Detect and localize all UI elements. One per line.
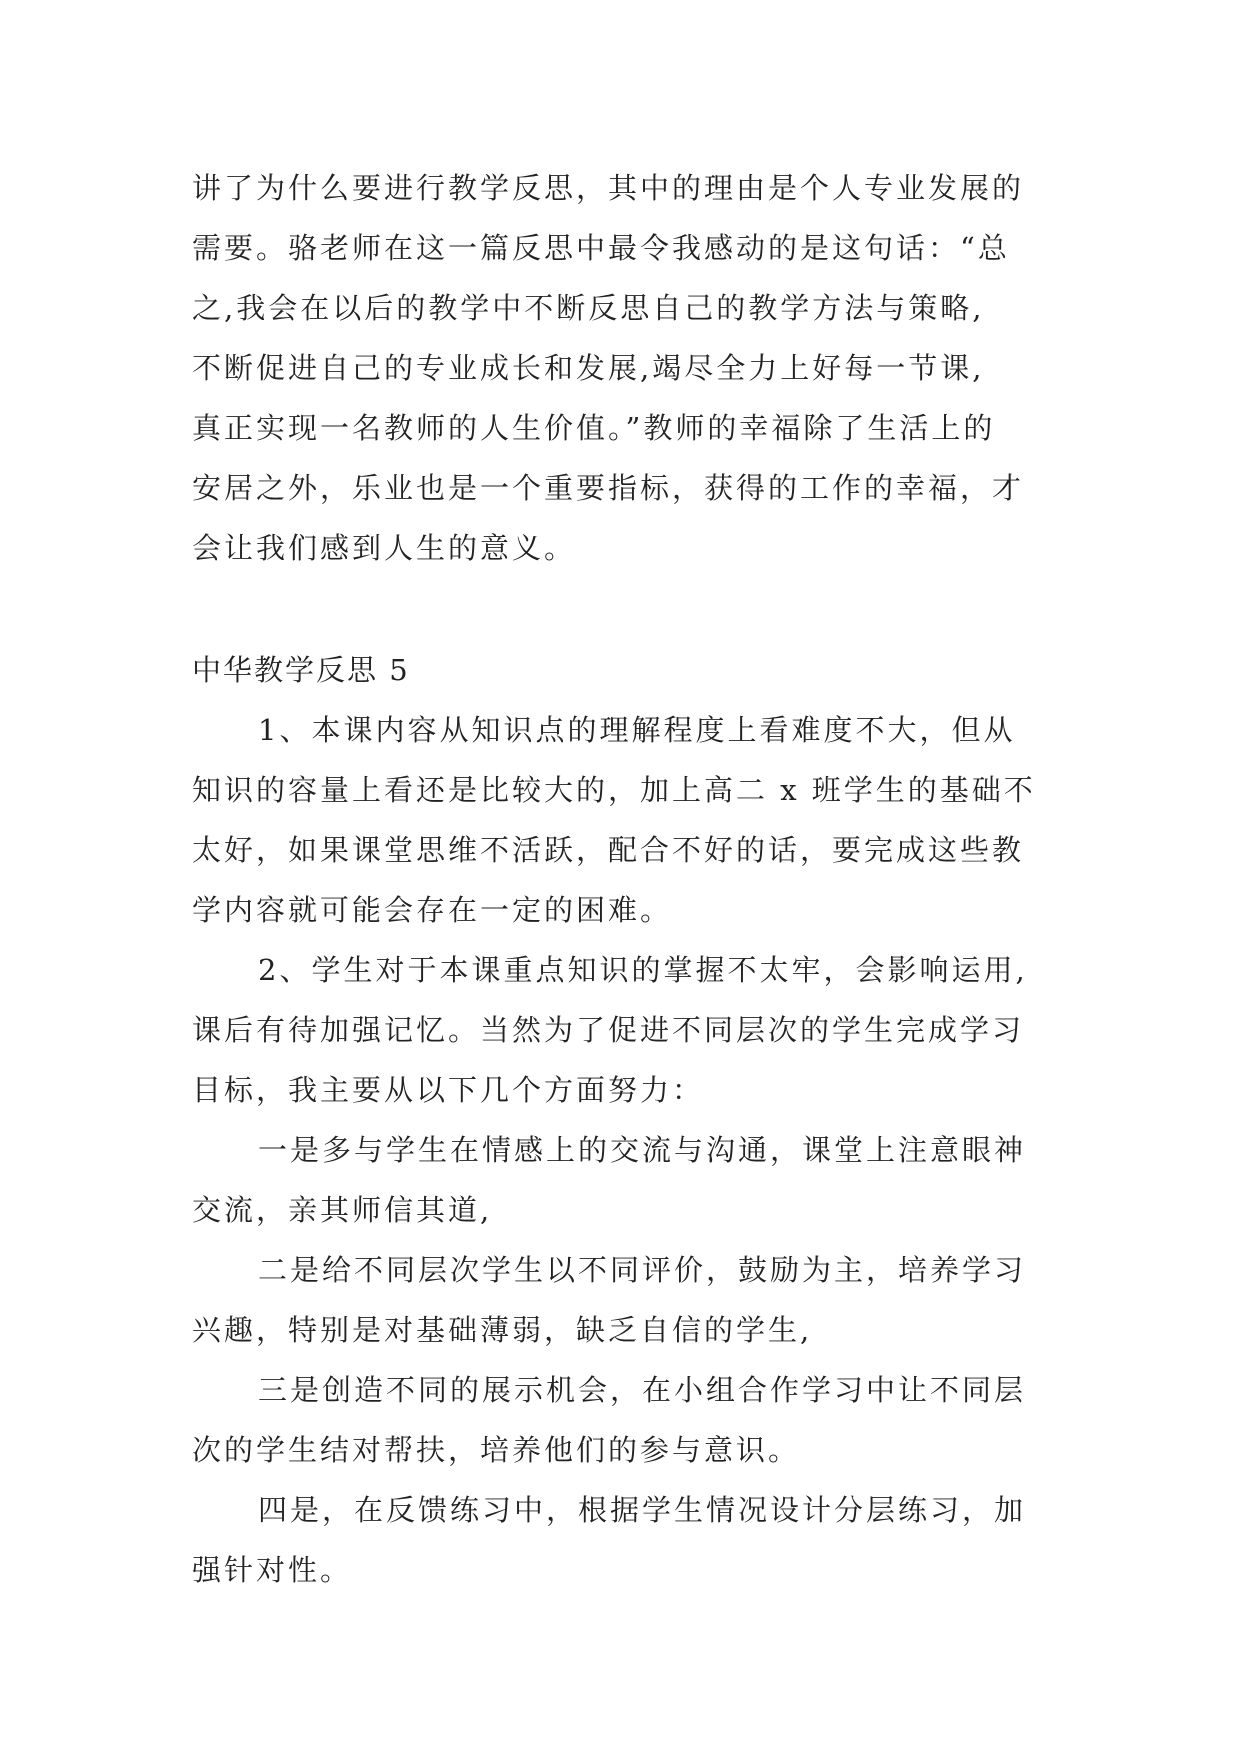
text-line: 强针对性。 xyxy=(192,1553,353,1587)
text-line: 讲了为什么要进行教学反思，其中的理由是个人专业发展的 xyxy=(192,171,1025,205)
document-body xyxy=(192,158,1058,1600)
text-line: 太好，如果课堂思维不活跃，配合不好的话，要完成这些教 xyxy=(192,833,1025,867)
text-line: 目标，我主要从以下几个方面努力： xyxy=(192,1073,705,1107)
text-line: 二是给不同层次学生以不同评价，鼓励为主，培养学习 xyxy=(258,1253,1027,1287)
text-line: 安居之外，乐业也是一个重要指标，获得的工作的幸福，才 xyxy=(192,471,1025,505)
text-line: 四是，在反馈练习中，根据学生情况设计分层练习，加 xyxy=(258,1493,1027,1527)
text-line: 不断促进自己的专业成长和发展,竭尽全力上好每一节课, xyxy=(192,351,985,385)
section-title: 中华教学反思 5 xyxy=(192,653,410,687)
text-line: 真正实现一名教师的人生价值。”教师的幸福除了生活上的 xyxy=(192,411,996,445)
text-line: 需要。骆老师在这一篇反思中最令我感动的是这句话：“总 xyxy=(192,231,1010,265)
paragraph-measure-1 xyxy=(192,1120,1058,1240)
text-line: 2、学生对于本课重点知识的掌握不太牢，会影响运用, xyxy=(258,953,1028,987)
text-line: 之,我会在以后的教学中不断反思自己的教学方法与策略, xyxy=(192,291,985,325)
paragraph-measure-3 xyxy=(192,1360,1058,1480)
text-line: 知识的容量上看还是比较大的，加上高二 x 班学生的基础不 xyxy=(192,773,1036,807)
text-line: 1、本课内容从知识点的理解程度上看难度不大，但从 xyxy=(258,713,1016,747)
text-line: 交流，亲其师信其道, xyxy=(192,1193,493,1227)
text-line: 课后有待加强记忆。当然为了促进不同层次的学生完成学习 xyxy=(192,1013,1025,1047)
text-line: 一是多与学生在情感上的交流与沟通，课堂上注意眼神 xyxy=(258,1133,1027,1167)
paragraph-item-1 xyxy=(192,700,1058,940)
text-line: 三是创造不同的展示机会，在小组合作学习中让不同层 xyxy=(258,1373,1027,1407)
text-line: 兴趣，特别是对基础薄弱，缺乏自信的学生, xyxy=(192,1313,813,1347)
text-line: 次的学生结对帮扶，培养他们的参与意识。 xyxy=(192,1433,801,1467)
paragraph-measure-2 xyxy=(192,1240,1058,1360)
text-line: 学内容就可能会存在一定的困难。 xyxy=(192,893,673,927)
paragraph-measure-4 xyxy=(192,1480,1058,1600)
text-line: 会让我们感到人生的意义。 xyxy=(192,531,577,565)
paragraph-item-2 xyxy=(192,940,1058,1120)
paragraph-continuation xyxy=(192,158,1058,578)
